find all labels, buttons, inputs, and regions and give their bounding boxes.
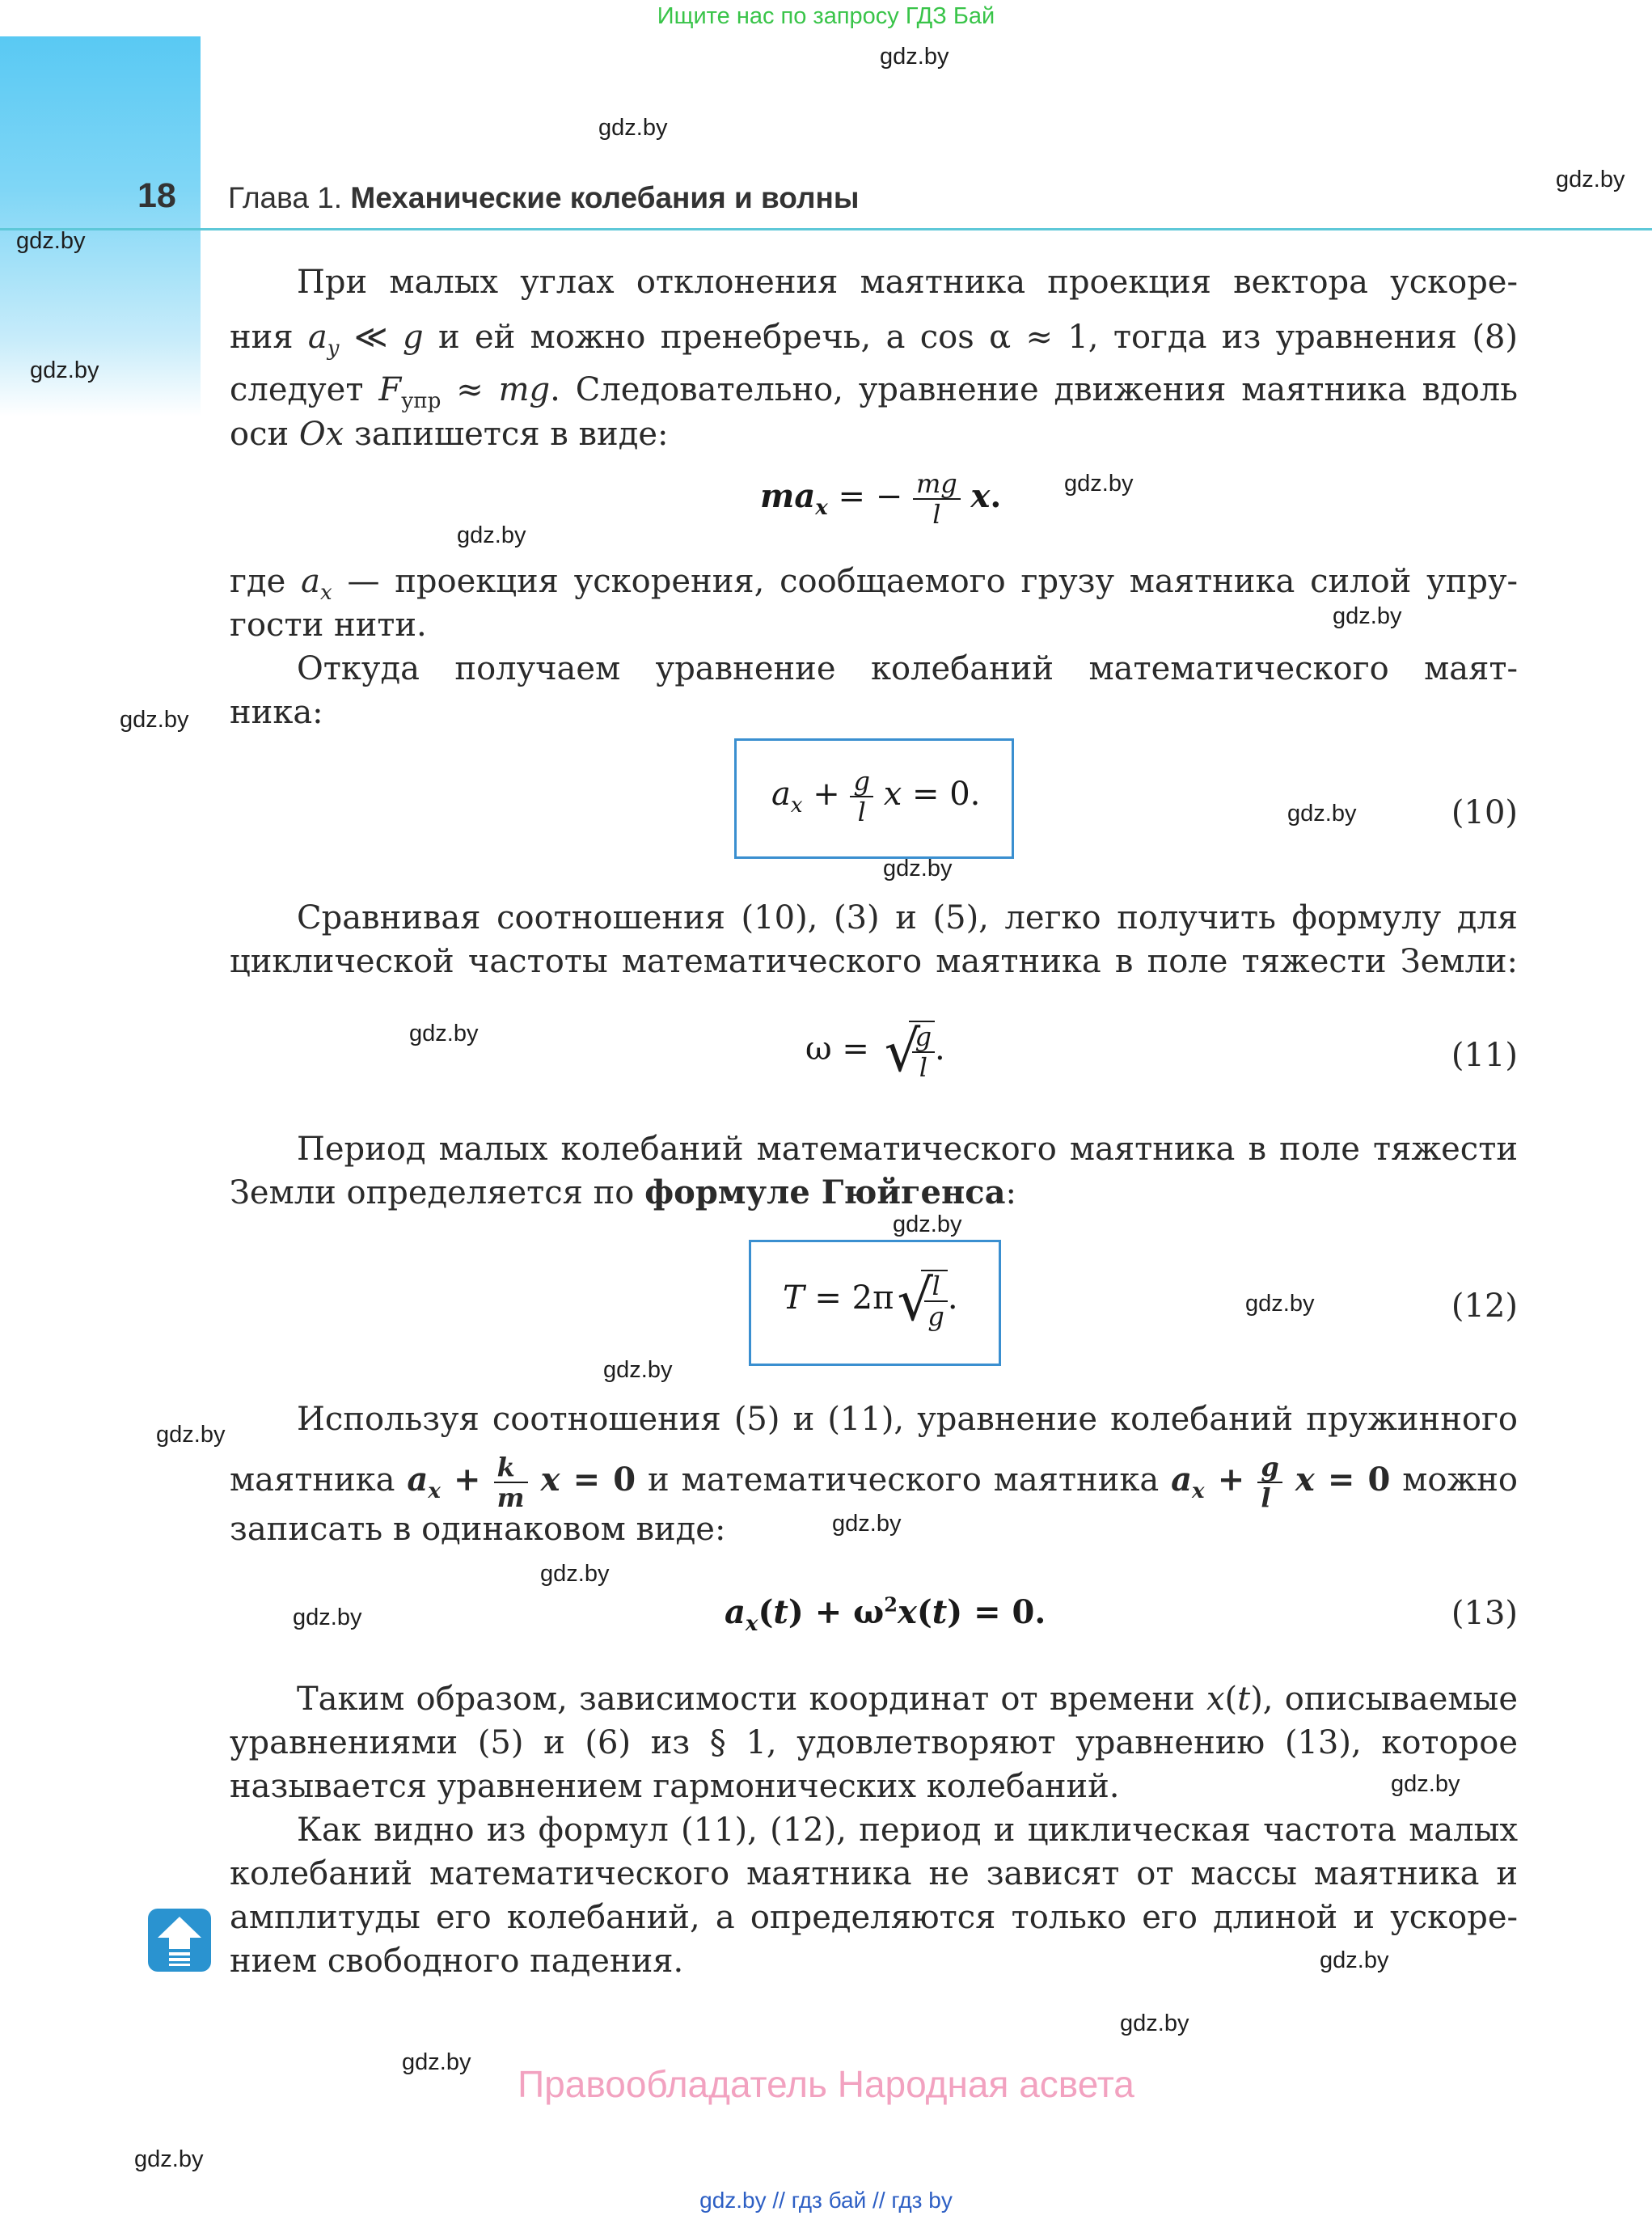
text-line: Земли определяется по формуле Гюйгенса: [230, 1173, 1017, 1211]
text-line: ника: [230, 694, 323, 731]
text-line: оси Ox запишется в виде: [230, 416, 669, 453]
text-line: где $a_x$ — проекция ускорения, сообщаемого грузу маятника силой упру- [230, 563, 1518, 605]
watermark: gdz.by [893, 1211, 962, 1237]
text-line: называется уравнением гармонических колебаний. [230, 1768, 1120, 1805]
watermark: gdz.by [598, 115, 668, 141]
watermark: gdz.by [1120, 2010, 1189, 2036]
text-line: маятника $a_x$ + $\frac{k}{m}$ x = 0 и математического маятника $a_x$ + $\frac{g}{l}$ x = 0 можно [230, 1452, 1518, 1513]
watermark: gdz.by [409, 1021, 479, 1046]
watermark: gdz.by [1320, 1947, 1389, 1973]
watermark: gdz.by [402, 2049, 471, 2075]
watermark: gdz.by [1287, 801, 1357, 827]
watermark: gdz.by [880, 44, 949, 70]
text-line: колебаний математического маятника не зависят от массы маятника и [230, 1855, 1518, 1892]
page-number: 18 [137, 176, 176, 215]
watermark: gdz.by [540, 1561, 610, 1587]
text-line: уравнениями (5) и (6) из § 1, удовлетворяют уравнению (13), которое [230, 1724, 1518, 1761]
formula-10: $a_x$ + $\frac{g}{l}$ x = 0. [771, 766, 981, 827]
watermark: gdz.by [156, 1422, 226, 1448]
header-rule [0, 228, 1652, 230]
watermark: gdz.by [293, 1605, 362, 1630]
text-line: циклической частоты математического маятника в поле тяжести Земли: [230, 943, 1518, 980]
watermark: gdz.by [134, 2146, 204, 2172]
formula-11: ω = √ $\frac{g}{l}$ . [805, 1021, 945, 1082]
watermark: gdz.by [1391, 1771, 1460, 1797]
footer-links[interactable]: gdz.by // гдз бай // гдз by [699, 2188, 953, 2213]
equation-number: (10) [1451, 794, 1518, 831]
watermark: gdz.by [1245, 1291, 1315, 1317]
text-line: Откуда получаем уравнение колебаний математического маят- [297, 650, 1518, 687]
copyright-notice: Правообладатель Народная асвета [518, 2063, 1134, 2105]
text-line: Таким образом, зависимости координат от времени x(t), описываемые [297, 1681, 1519, 1718]
equation-number: (11) [1451, 1037, 1518, 1074]
top-note[interactable]: Ищите нас по запросу ГДЗ Бай [657, 3, 995, 29]
text-line: ния $a_y$ ≪ g и ей можно пренебречь, а cos α ≈ 1, тогда из уравнения (8) [230, 319, 1518, 361]
watermark: gdz.by [16, 228, 86, 254]
watermark: gdz.by [603, 1357, 673, 1383]
watermark: gdz.by [457, 522, 526, 548]
watermark: gdz.by [30, 357, 99, 383]
watermark: gdz.by [120, 707, 189, 733]
formula-13: $a_x(t) + \omega^2x(t) = 0$. [725, 1593, 1046, 1637]
chapter-prefix: Глава 1. [228, 181, 343, 214]
equation-number: (13) [1451, 1595, 1518, 1632]
text-line: При малых углах отклонения маятника проекция вектора ускоре- [297, 264, 1518, 301]
chapter-name: Механические колебания и волны [350, 181, 860, 214]
watermark: gdz.by [1064, 471, 1134, 497]
text-line: амплитуды его колебаний, а определяются только его длиной и ускоре- [230, 1899, 1518, 1936]
arrow-up-icon [148, 1909, 211, 1972]
text-line: гости нити. [230, 607, 427, 644]
text-line: Период малых колебаний математического маятника в поле тяжести [297, 1131, 1518, 1168]
watermark: gdz.by [883, 856, 953, 882]
text-line: Как видно из формул (11), (12), период и циклическая частота малых [297, 1812, 1518, 1849]
text-line: Сравнивая соотношения (10), (3) и (5), легко получить формулу для [297, 899, 1518, 937]
watermark: gdz.by [1556, 167, 1625, 192]
watermark: gdz.by [1333, 603, 1402, 629]
text-line: нием свободного падения. [230, 1943, 684, 1980]
formula-motion: $ma_x$ = − $\frac{mg}{l}$ x. [760, 468, 1002, 530]
formula-12: T = 2π √ $\frac{l}{g}$ . [783, 1270, 958, 1331]
equation-number: (12) [1451, 1287, 1518, 1325]
text-line: записать в одинаковом виде: [230, 1511, 726, 1548]
text-line: следует $F_{упр}$ ≈ mg. Следовательно, уравнение движения маятника вдоль [230, 371, 1518, 413]
watermark: gdz.by [832, 1511, 902, 1537]
chapter-title [228, 181, 859, 215]
text-line: Используя соотношения (5) и (11), уравнение колебаний пружинного [297, 1401, 1518, 1438]
